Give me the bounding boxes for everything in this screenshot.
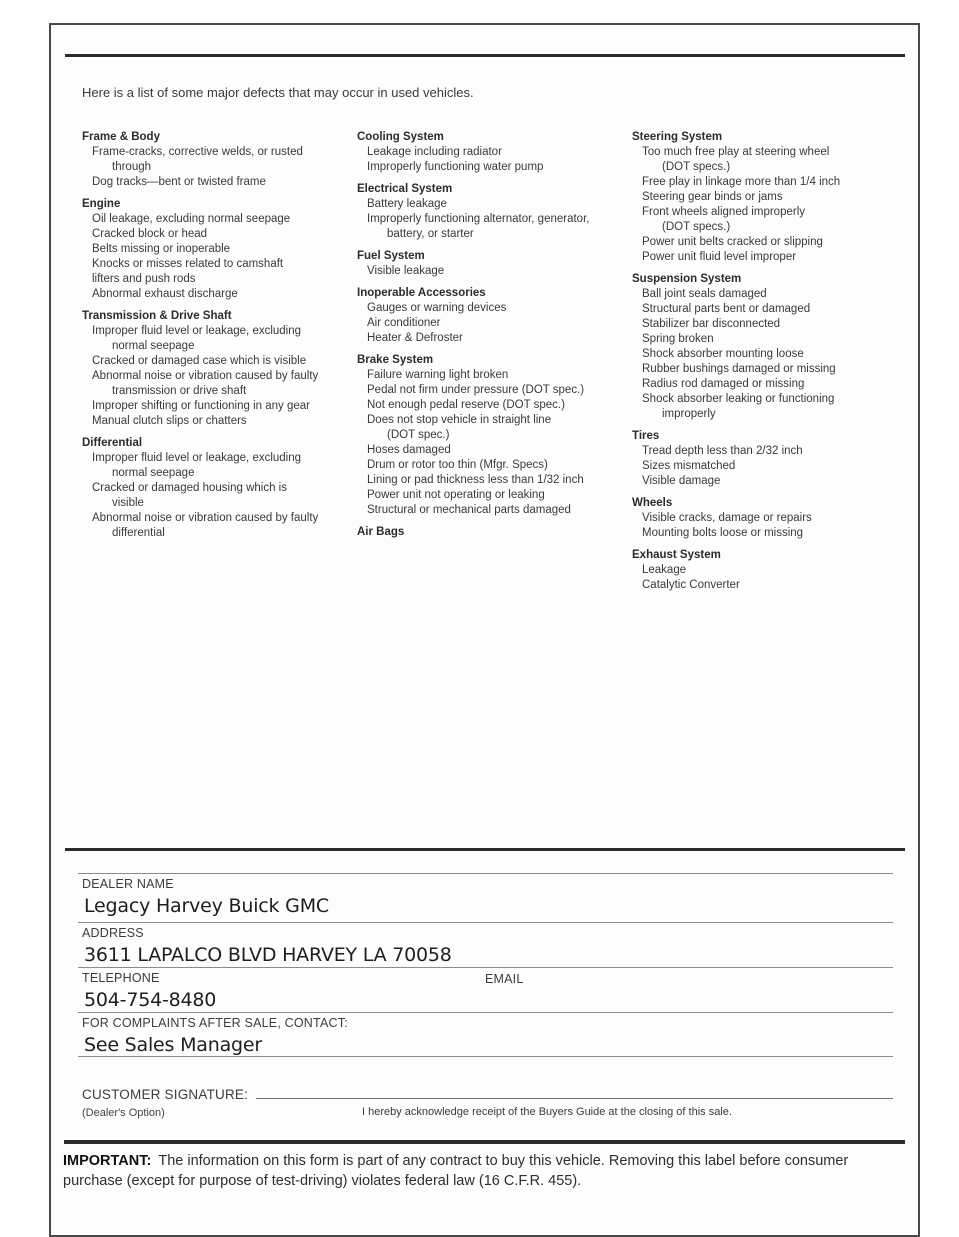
customer-signature-label: CUSTOMER SIGNATURE: xyxy=(82,1087,249,1102)
defect-item-line: Does not stop vehicle in straight line xyxy=(367,414,552,426)
address-label: ADDRESS xyxy=(82,926,144,940)
defect-item-line: Improper fluid level or leakage, excluding xyxy=(92,325,302,337)
defect-section-heading: Air Bags xyxy=(357,526,405,538)
acknowledgment-text: I hereby acknowledge receipt of the Buyers Guide at the closing of this sale. xyxy=(362,1106,732,1118)
defect-item-line: Rubber bushings damaged or missing xyxy=(642,363,836,375)
important-text: The information on this form is part of any contract to buy this vehicle. Removing this label before consumer purchase (except for purpose of test-driving) violates federal law (16 C.F.R. 455). xyxy=(63,1153,849,1189)
defect-item-line: normal seepage xyxy=(112,467,195,479)
defect-column xyxy=(357,130,632,593)
defect-section-heading: Tires xyxy=(632,430,660,442)
telephone-value: 504-754-8480 xyxy=(84,989,217,1011)
defect-item-line: Leakage including radiator xyxy=(367,146,502,158)
dealer-section-divider-rule xyxy=(65,848,905,851)
defect-item-line: Gauges or warning devices xyxy=(367,302,507,314)
defect-item-line: Stabilizer bar disconnected xyxy=(642,318,781,330)
defect-item-line: Structural parts bent or damaged xyxy=(642,303,811,315)
defect-item-line: visible xyxy=(112,497,144,509)
defect-item-line: Power unit fluid level improper xyxy=(642,251,797,263)
telephone-label: TELEPHONE xyxy=(82,971,160,985)
defect-item-line: Belts missing or inoperable xyxy=(92,243,231,255)
defect-item-line: Power unit not operating or leaking xyxy=(367,489,545,501)
defect-item-line: Power unit belts cracked or slipping xyxy=(642,236,823,248)
defect-section-heading: Transmission & Drive Shaft xyxy=(82,310,232,322)
complaints-value: See Sales Manager xyxy=(84,1034,262,1056)
defect-item-line: Visible leakage xyxy=(367,265,445,277)
defect-item-line: through xyxy=(112,161,152,173)
defect-section-heading: Brake System xyxy=(357,354,434,366)
defect-item-line: normal seepage xyxy=(112,340,195,352)
dealer-option-note: (Dealer's Option) xyxy=(82,1107,165,1119)
defect-item-line: Cracked or damaged case which is visible xyxy=(92,355,307,367)
defect-item-line: Frame-cracks, corrective welds, or rusted xyxy=(92,146,303,158)
complaints-label: FOR COMPLAINTS AFTER SALE, CONTACT: xyxy=(82,1016,348,1030)
defect-item-line: (DOT specs.) xyxy=(662,161,731,173)
defect-item-line: Visible cracks, damage or repairs xyxy=(642,512,812,524)
defect-section-heading: Exhaust System xyxy=(632,549,721,561)
defect-item-line: Abnormal exhaust discharge xyxy=(92,288,238,300)
defect-column xyxy=(632,130,907,593)
defect-section-heading: Inoperable Accessories xyxy=(357,287,486,299)
dealer-name-value: Legacy Harvey Buick GMC xyxy=(84,895,329,917)
defect-item-line: Pedal not firm under pressure (DOT spec.) xyxy=(367,384,585,396)
defect-item-line: Ball joint seals damaged xyxy=(642,288,767,300)
defect-item-line: Improper fluid level or leakage, excluding xyxy=(92,452,302,464)
defect-item-line: Front wheels aligned improperly xyxy=(642,206,805,218)
defect-item-line: Free play in linkage more than 1/4 inch xyxy=(642,176,841,188)
address-field xyxy=(78,922,893,967)
defect-item-line: Leakage xyxy=(642,564,687,576)
defect-item-line: transmission or drive shaft xyxy=(112,385,247,397)
defect-column xyxy=(82,130,357,593)
defect-item-line: Drum or rotor too thin (Mfgr. Specs) xyxy=(367,459,548,471)
dealer-info-block xyxy=(78,873,893,1057)
defect-item-line: Shock absorber leaking or functioning xyxy=(642,393,835,405)
email-label: EMAIL xyxy=(485,972,524,986)
dealer-name-label: DEALER NAME xyxy=(82,877,174,891)
defect-section-heading: Differential xyxy=(82,437,143,449)
defect-item-line: Cracked block or head xyxy=(92,228,208,240)
buyers-guide-back-page xyxy=(49,23,920,1237)
defect-section-heading: Steering System xyxy=(632,131,723,143)
defect-item-line: Mounting bolts loose or missing xyxy=(642,527,804,539)
defect-section-heading: Cooling System xyxy=(357,131,444,143)
defect-item-line: differential xyxy=(112,527,165,539)
defect-item-line: Manual clutch slips or chatters xyxy=(92,415,247,427)
defect-item-line: Shock absorber mounting loose xyxy=(642,348,804,360)
defect-item-line: Abnormal noise or vibration caused by faulty xyxy=(92,512,319,524)
defect-item-line: (DOT spec.) xyxy=(387,429,450,441)
defect-item-line: Air conditioner xyxy=(367,317,441,329)
top-divider-rule xyxy=(65,54,905,57)
defect-item-line: Heater & Defroster xyxy=(367,332,463,344)
telephone-email-field xyxy=(78,967,893,1012)
defects-list xyxy=(82,130,907,593)
defect-item-line: Improperly functioning water pump xyxy=(367,161,544,173)
defect-item-line: Steering gear binds or jams xyxy=(642,191,783,203)
defect-item-line: Spring broken xyxy=(642,333,714,345)
signature-line xyxy=(256,1084,893,1099)
defect-item-line: Structural or mechanical parts damaged xyxy=(367,504,571,516)
defect-section-heading: Suspension System xyxy=(632,273,742,285)
customer-signature-block xyxy=(78,1084,893,1119)
defect-item-line: (DOT specs.) xyxy=(662,221,731,233)
defect-section-heading: Frame & Body xyxy=(82,131,160,143)
defect-section-heading: Electrical System xyxy=(357,183,453,195)
defect-item-line: Abnormal noise or vibration caused by faulty xyxy=(92,370,319,382)
defect-item-line: Hoses damaged xyxy=(367,444,451,456)
defect-item-line: Battery leakage xyxy=(367,198,447,210)
defect-section-heading: Wheels xyxy=(632,497,673,509)
defect-item-line: lifters and push rods xyxy=(92,273,196,285)
dealer-name-field xyxy=(78,873,893,922)
important-notice xyxy=(63,1151,911,1191)
defect-item-line: Visible damage xyxy=(642,475,721,487)
defect-item-line: battery, or starter xyxy=(387,228,474,240)
defect-section-heading: Fuel System xyxy=(357,250,425,262)
defect-section-heading: Engine xyxy=(82,198,121,210)
defect-item-line: Improperly functioning alternator, generator, xyxy=(367,213,590,225)
defect-item-line: Too much free play at steering wheel xyxy=(642,146,830,158)
important-divider-rule xyxy=(64,1140,905,1144)
complaints-contact-field xyxy=(78,1012,893,1056)
defect-item-line: Oil leakage, excluding normal seepage xyxy=(92,213,291,225)
address-value: 3611 LAPALCO BLVD HARVEY LA 70058 xyxy=(84,944,452,966)
defect-item-line: Knocks or misses related to camshaft xyxy=(92,258,284,270)
intro-text: Here is a list of some major defects that may occur in used vehicles. xyxy=(82,85,474,100)
defect-item-line: Dog tracks—bent or twisted frame xyxy=(92,176,266,188)
defect-item-line: Improper shifting or functioning in any gear xyxy=(92,400,310,412)
defect-item-line: Radius rod damaged or missing xyxy=(642,378,805,390)
defect-item-line: Catalytic Converter xyxy=(642,579,740,591)
defect-item-line: Sizes mismatched xyxy=(642,460,736,472)
defect-item-line: Failure warning light broken xyxy=(367,369,509,381)
important-label: IMPORTANT: xyxy=(63,1153,152,1169)
defect-item-line: improperly xyxy=(662,408,716,420)
defect-item-line: Tread depth less than 2/32 inch xyxy=(642,445,803,457)
defect-item-line: Cracked or damaged housing which is xyxy=(92,482,287,494)
defect-item-line: Lining or pad thickness less than 1/32 inch xyxy=(367,474,584,486)
defect-item-line: Not enough pedal reserve (DOT spec.) xyxy=(367,399,565,411)
